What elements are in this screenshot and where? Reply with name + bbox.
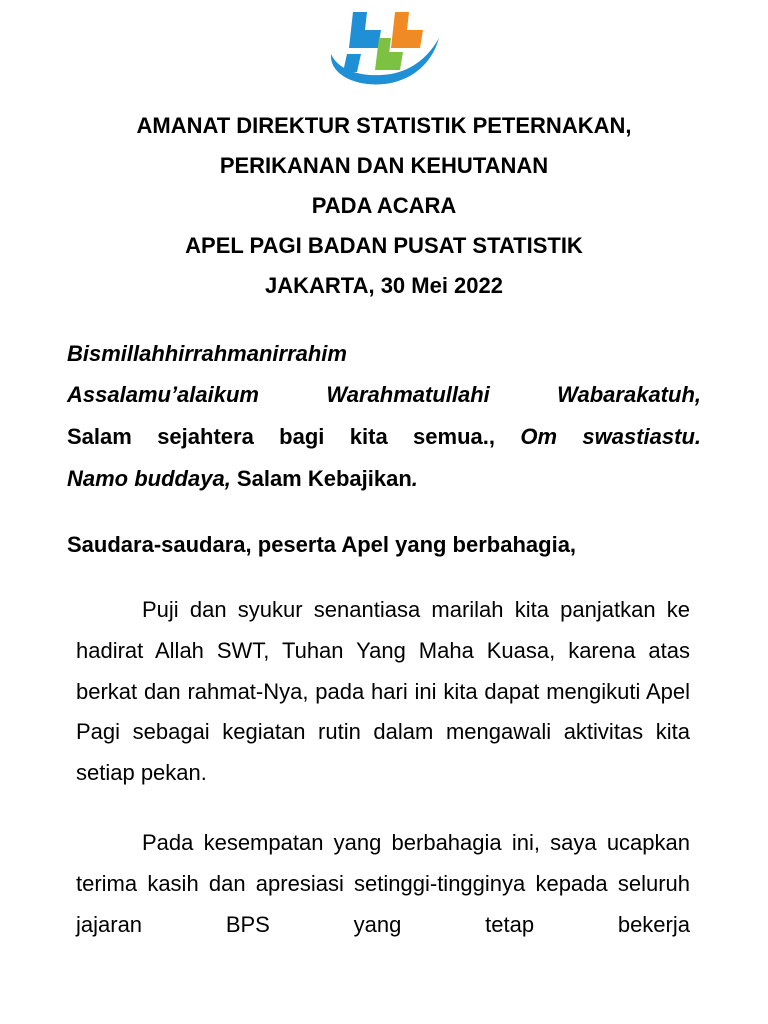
greeting-period: . xyxy=(411,466,418,491)
salutation: Saudara-saudara, peserta Apel yang berbahagia, xyxy=(67,532,577,557)
greeting-assalamualaikum: Assalamu’alaikum Warahmatullahi Wabarakatuh, xyxy=(67,382,701,407)
greeting-bismillah: Bismillahhirrahmanirrahim xyxy=(67,341,347,366)
title-line-5: JAKARTA, 30 Mei 2022 xyxy=(264,273,503,298)
paragraph-2: Pada kesempatan yang berbahagia ini, saya ucapkan terima kasih dan apresiasi setinggi-tingginya kepada seluruh jajaran BPS yang tetap bekerja xyxy=(76,830,690,937)
bps-logo-icon xyxy=(325,8,445,90)
title-line-1: AMANAT DIREKTUR STATISTIK PETERNAKAN, xyxy=(136,113,632,138)
greeting-om-swastiastu: Om swastiastu. xyxy=(520,424,702,449)
greeting-kebajikan-text: Salam Kebajikan xyxy=(230,466,412,491)
greeting-salam-sejahtera xyxy=(67,417,701,457)
title-block xyxy=(0,106,768,306)
greeting-namo-text: Namo buddaya, xyxy=(67,466,231,491)
title-line-3: PADA ACARA xyxy=(311,193,457,218)
title-line-2: PERIKANAN DAN KEHUTANAN xyxy=(219,153,549,178)
greeting-namo-buddaya xyxy=(67,459,701,499)
greeting-salam-text: Salam sejahtera bagi kita semua., xyxy=(67,424,521,449)
title-line-4: APEL PAGI BADAN PUSAT STATISTIK xyxy=(185,233,583,258)
paragraph-1: Puji dan syukur senantiasa marilah kita panjatkan ke hadirat Allah SWT, Tuhan Yang Maha Kuasa, karena atas berkat dan rahmat-Nya, pada hari ini kita dapat mengikuti Apel Pagi sebagai kegiatan rutin dalam mengawali aktivitas kita setiap pekan. xyxy=(76,597,690,786)
